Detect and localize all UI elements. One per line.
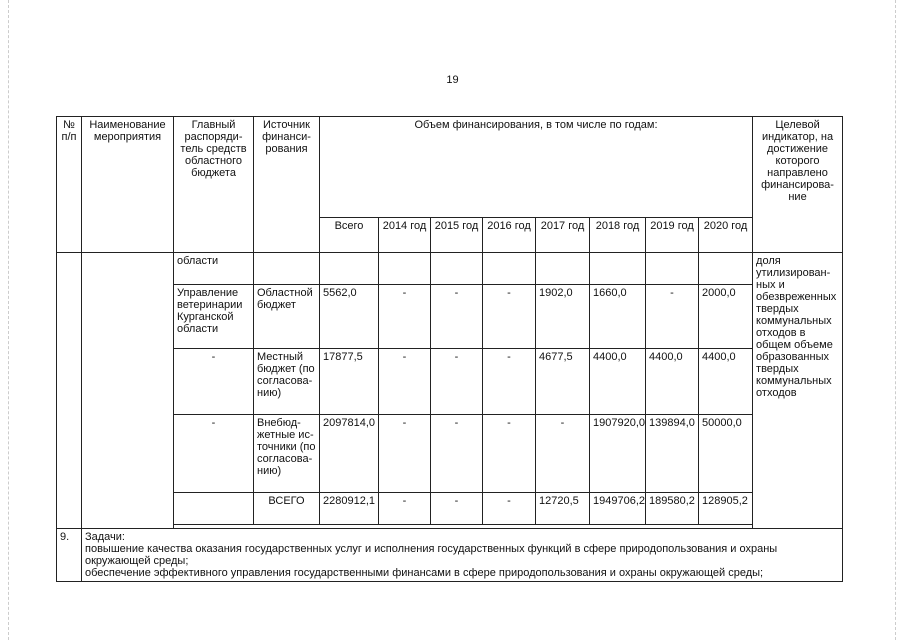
- value-cell: 1660,0: [590, 285, 646, 349]
- header-year: 2018 год: [590, 218, 646, 253]
- total-cell: 5562,0: [320, 285, 379, 349]
- value-cell: -: [431, 349, 483, 415]
- value-cell: 4400,0: [590, 349, 646, 415]
- right-edge-mark: [895, 0, 897, 640]
- value-cell: 1902,0: [536, 285, 590, 349]
- value-cell: -: [379, 415, 431, 493]
- value-cell: -: [483, 415, 536, 493]
- tasks-title: Задачи:: [85, 531, 125, 543]
- indicator-cell: доля утилизирован-ных и обезвреженных твердых коммунальных отходов в общем объеме образованных твердых коммунальных отходов: [753, 253, 843, 529]
- value-cell: -: [646, 285, 699, 349]
- value-cell: -: [379, 349, 431, 415]
- header-year: 2017 год: [536, 218, 590, 253]
- manager-cell: [174, 493, 254, 525]
- value-cell: -: [483, 349, 536, 415]
- table-row: [57, 349, 843, 415]
- funding-table: [56, 116, 843, 582]
- value-cell: -: [431, 493, 483, 525]
- table-row: [57, 253, 843, 285]
- value-cell: 139894,0: [646, 415, 699, 493]
- tasks-row: [57, 529, 843, 582]
- table-row: [57, 493, 843, 525]
- manager-cell: Управление ветеринарии Курганской области: [174, 285, 254, 349]
- value-cell: 4400,0: [646, 349, 699, 415]
- task-item: повышение качества оказания государственных услуг и исполнения государственных функций в сфере природопользования и охраны окружающей среды;: [85, 543, 778, 567]
- value-cell: -: [431, 285, 483, 349]
- header-funding: Объем финансирования, в том числе по годам:: [320, 117, 753, 218]
- header-num: № п/п: [57, 117, 82, 253]
- value-cell: -: [483, 285, 536, 349]
- table-row: [57, 415, 843, 493]
- value-cell: 1949706,2: [590, 493, 646, 525]
- value-cell: -: [536, 415, 590, 493]
- source-cell: Местный бюджет (по согласова-нию): [254, 349, 320, 415]
- header-manager: Главный распоряди-тель средств областного бюджета: [174, 117, 254, 253]
- value-cell: -: [483, 493, 536, 525]
- value-cell: 128905,2: [699, 493, 753, 525]
- source-cell: Областной бюджет: [254, 285, 320, 349]
- value-cell: 4400,0: [699, 349, 753, 415]
- value-cell: 50000,0: [699, 415, 753, 493]
- tasks-cell: [82, 529, 843, 582]
- header-year: 2020 год: [699, 218, 753, 253]
- total-cell: 2097814,0: [320, 415, 379, 493]
- total-cell: 17877,5: [320, 349, 379, 415]
- value-cell: -: [431, 415, 483, 493]
- header-source: Источник финанси-рования: [254, 117, 320, 253]
- left-edge-mark: [8, 0, 10, 640]
- header-year: 2014 год: [379, 218, 431, 253]
- value-cell: 2000,0: [699, 285, 753, 349]
- header-year: 2016 год: [483, 218, 536, 253]
- source-cell: Внебюд-жетные ис-точники (по согласова-нию): [254, 415, 320, 493]
- header-year: 2015 год: [431, 218, 483, 253]
- manager-cell: -: [174, 415, 254, 493]
- header-total: Всего: [320, 218, 379, 253]
- header-indicator: Целевой индикатор, на достижение которого направлено финансирова-ние: [753, 117, 843, 253]
- total-cell: 2280912,1: [320, 493, 379, 525]
- source-cell: ВСЕГО: [254, 493, 320, 525]
- tasks-num: 9.: [57, 529, 82, 582]
- manager-cell: области: [174, 253, 254, 285]
- value-cell: 189580,2: [646, 493, 699, 525]
- value-cell: -: [379, 285, 431, 349]
- table-row: [57, 285, 843, 349]
- header-name: Наименование мероприятия: [82, 117, 174, 253]
- header-year: 2019 год: [646, 218, 699, 253]
- value-cell: -: [379, 493, 431, 525]
- value-cell: 1907920,0: [590, 415, 646, 493]
- value-cell: 4677,5: [536, 349, 590, 415]
- manager-cell: -: [174, 349, 254, 415]
- header-row: [57, 117, 843, 218]
- value-cell: 12720,5: [536, 493, 590, 525]
- page-number: 19: [446, 74, 459, 86]
- task-item: обеспечение эффективного управления государственными финансами в сфере природопользования и охраны окружающей среды;: [85, 567, 764, 579]
